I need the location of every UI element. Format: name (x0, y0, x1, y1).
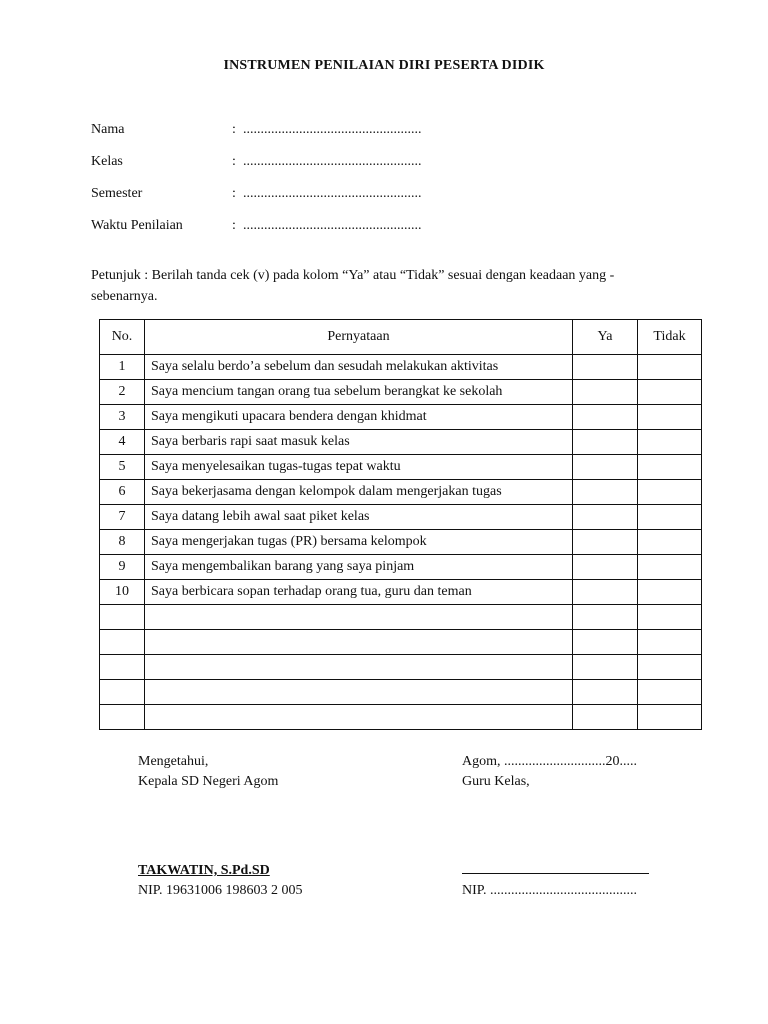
tidak-checkbox-cell[interactable] (638, 630, 702, 655)
row-statement: Saya datang lebih awal saat piket kelas (145, 505, 573, 530)
row-statement: Saya bekerjasama dengan kelompok dalam mengerjakan tugas (145, 480, 573, 505)
tidak-checkbox-cell[interactable] (638, 705, 702, 730)
tidak-checkbox-cell[interactable] (638, 430, 702, 455)
header-ya: Ya (573, 320, 638, 355)
teacher-nip: NIP. .......................................... (462, 883, 638, 898)
identity-colon: : (232, 154, 236, 169)
ya-checkbox-cell[interactable] (573, 380, 638, 405)
row-statement: Saya mencium tangan orang tua sebelum berangkat ke sekolah (145, 380, 573, 405)
row-statement (145, 655, 573, 680)
principal-name: TAKWATIN, S.Pd.SD (138, 863, 270, 878)
row-number: 10 (100, 580, 145, 605)
table-row (100, 555, 702, 580)
row-number (100, 680, 145, 705)
identity-value: ................................................... (243, 186, 422, 201)
tidak-checkbox-cell[interactable] (638, 580, 702, 605)
identity-colon: : (232, 122, 236, 137)
identity-row (91, 121, 491, 139)
table-row (100, 705, 702, 730)
tidak-checkbox-cell[interactable] (638, 605, 702, 630)
tidak-checkbox-cell[interactable] (638, 555, 702, 580)
tidak-checkbox-cell[interactable] (638, 655, 702, 680)
table-row (100, 505, 702, 530)
tidak-checkbox-cell[interactable] (638, 505, 702, 530)
tidak-checkbox-cell[interactable] (638, 680, 702, 705)
identity-colon: : (232, 218, 236, 233)
instruction-text: Petunjuk : Berilah tanda cek (v) pada kolom “Ya” atau “Tidak” sesuai dengan keadaan yang - sebenarnya. (91, 268, 615, 304)
table-row (100, 480, 702, 505)
tidak-checkbox-cell[interactable] (638, 480, 702, 505)
identity-label: Waktu Penilaian (91, 218, 183, 233)
row-number: 8 (100, 530, 145, 555)
identity-colon: : (232, 186, 236, 201)
row-number: 6 (100, 480, 145, 505)
table-row (100, 405, 702, 430)
row-statement (145, 605, 573, 630)
ya-checkbox-cell[interactable] (573, 505, 638, 530)
principal-nip: NIP. 19631006 198603 2 005 (138, 883, 303, 898)
identity-label: Kelas (91, 154, 123, 169)
table-row (100, 355, 702, 380)
row-number: 4 (100, 430, 145, 455)
table-header-row (100, 320, 702, 355)
header-tidak: Tidak (638, 320, 702, 355)
row-statement: Saya berbaris rapi saat masuk kelas (145, 430, 573, 455)
table-row (100, 630, 702, 655)
row-number: 9 (100, 555, 145, 580)
ya-checkbox-cell[interactable] (573, 655, 638, 680)
ya-checkbox-cell[interactable] (573, 630, 638, 655)
tidak-checkbox-cell[interactable] (638, 405, 702, 430)
tidak-checkbox-cell[interactable] (638, 530, 702, 555)
identity-label: Nama (91, 122, 125, 137)
table-row (100, 655, 702, 680)
row-number (100, 605, 145, 630)
row-number: 3 (100, 405, 145, 430)
ya-checkbox-cell[interactable] (573, 705, 638, 730)
row-number (100, 630, 145, 655)
row-statement: Saya selalu berdo’a sebelum dan sesudah melakukan aktivitas (145, 355, 573, 380)
ya-checkbox-cell[interactable] (573, 405, 638, 430)
ya-checkbox-cell[interactable] (573, 605, 638, 630)
row-number: 5 (100, 455, 145, 480)
left-signer (138, 861, 303, 901)
table-row (100, 430, 702, 455)
identity-value: ................................................... (243, 218, 422, 233)
table-row (100, 380, 702, 405)
ya-checkbox-cell[interactable] (573, 680, 638, 705)
identity-row (91, 217, 491, 235)
document-title: INSTRUMEN PENILAIAN DIRI PESERTA DIDIK (223, 58, 545, 73)
teacher-signature-line (462, 861, 649, 874)
row-statement: Saya mengerjakan tugas (PR) bersama kelompok (145, 530, 573, 555)
tidak-checkbox-cell[interactable] (638, 380, 702, 405)
acknowledged-label: Mengetahui, (138, 754, 209, 769)
row-number: 1 (100, 355, 145, 380)
identity-row (91, 185, 491, 203)
ya-checkbox-cell[interactable] (573, 455, 638, 480)
table-row (100, 680, 702, 705)
identity-label: Semester (91, 186, 143, 201)
row-number: 7 (100, 505, 145, 530)
tidak-checkbox-cell[interactable] (638, 455, 702, 480)
teacher-title: Guru Kelas, (462, 774, 530, 789)
table-row (100, 580, 702, 605)
row-statement: Saya menyelesaikan tugas-tugas tepat waktu (145, 455, 573, 480)
identity-value: ................................................... (243, 154, 422, 169)
table-row (100, 455, 702, 480)
assessment-table (99, 319, 702, 730)
ya-checkbox-cell[interactable] (573, 480, 638, 505)
ya-checkbox-cell[interactable] (573, 580, 638, 605)
row-statement: Saya mengikuti upacara bendera dengan khidmat (145, 405, 573, 430)
principal-title: Kepala SD Negeri Agom (138, 774, 279, 789)
left-signature-block (138, 752, 278, 792)
place-date: Agom, .............................20..... (462, 754, 637, 769)
ya-checkbox-cell[interactable] (573, 355, 638, 380)
table-body (100, 355, 702, 730)
header-no: No. (100, 320, 145, 355)
row-number: 2 (100, 380, 145, 405)
row-number (100, 655, 145, 680)
tidak-checkbox-cell[interactable] (638, 355, 702, 380)
ya-checkbox-cell[interactable] (573, 430, 638, 455)
row-statement: Saya mengembalikan barang yang saya pinjam (145, 555, 573, 580)
identity-value: ................................................... (243, 122, 422, 137)
table-row (100, 530, 702, 555)
table-row (100, 605, 702, 630)
row-statement (145, 705, 573, 730)
row-statement: Saya berbicara sopan terhadap orang tua, guru dan teman (145, 580, 573, 605)
row-number (100, 705, 145, 730)
ya-checkbox-cell[interactable] (573, 530, 638, 555)
ya-checkbox-cell[interactable] (573, 555, 638, 580)
right-signature-block (462, 752, 637, 792)
row-statement (145, 680, 573, 705)
right-signer (462, 861, 649, 901)
row-statement (145, 630, 573, 655)
identity-row (91, 153, 491, 171)
header-statement: Pernyataan (145, 320, 573, 355)
